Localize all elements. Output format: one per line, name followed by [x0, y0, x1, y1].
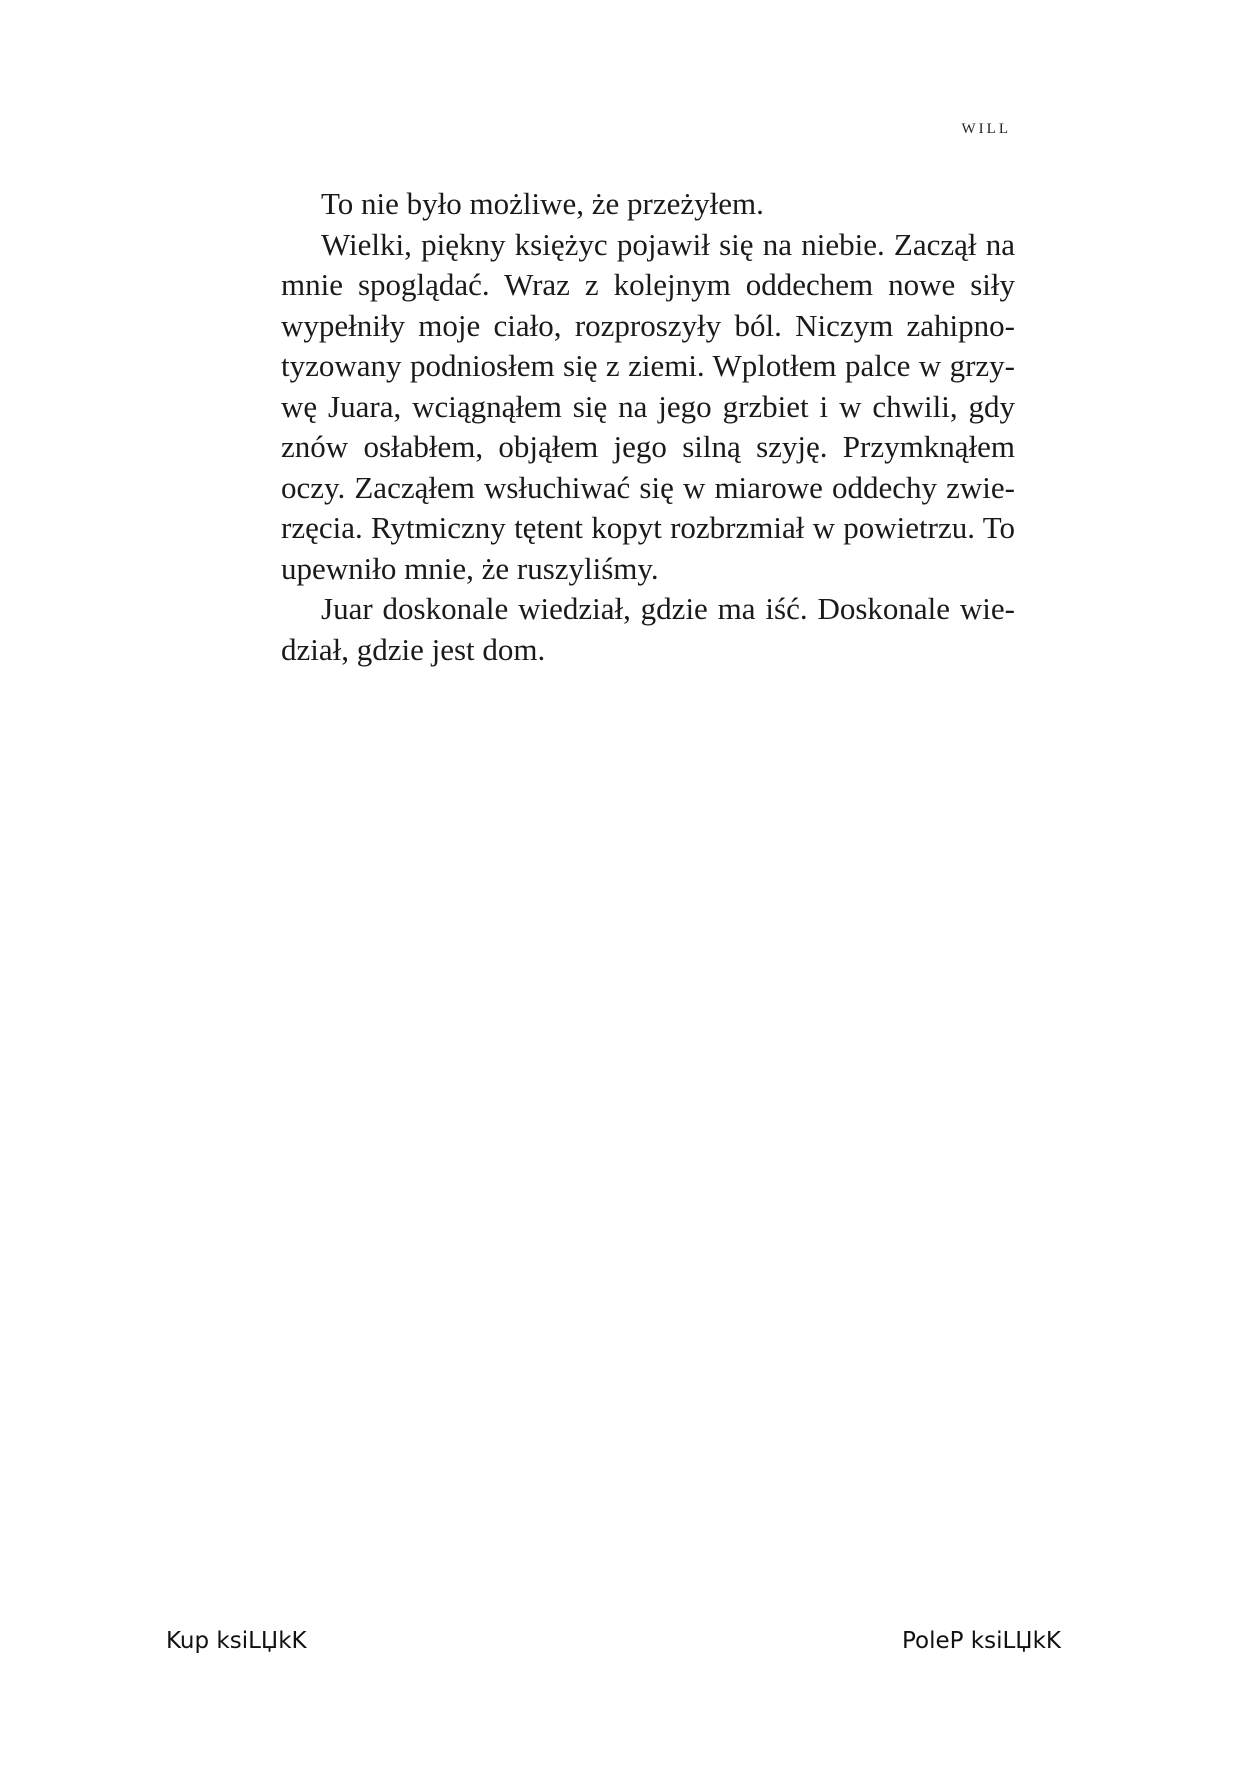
- paragraph-3: Juar doskonale wiedział, gdzie ma iść. Doskonale wiedział, gdzie jest dom.: [281, 591, 1015, 667]
- paragraph-1: To nie było możliwe, że przeżyłem.: [321, 186, 764, 221]
- body-text: [281, 184, 1015, 670]
- paragraph-2: Wielki, piękny księżyc pojawił się na niebie. Zaczął na mnie spoglądać. Wraz z kolejnym oddechem nowe siły wypełniły moje ciało, rozproszyły ból. Niczym zahipnotyzowany podniosłem się z ziemi. Wplotłem palce w grzywę Juara, wciągnąłem się na jego grzbiet i w chwili, gdy znów osłabłem, objąłem jego silną szyję. Przymknąłem oczy. Zacząłem wsłuchiwać się w miarowe oddechy zwierzęcia. Rytmiczny tętent kopyt rozbrzmiał w powietrzu. To upewniło mnie, że ruszyliśmy.: [281, 226, 1015, 586]
- recommend-book-link[interactable]: PoleP ksiLЏkK: [901, 1628, 1061, 1654]
- buy-book-link[interactable]: Kup ksiLЏkK: [166, 1628, 307, 1654]
- running-head: WILL: [961, 121, 1011, 137]
